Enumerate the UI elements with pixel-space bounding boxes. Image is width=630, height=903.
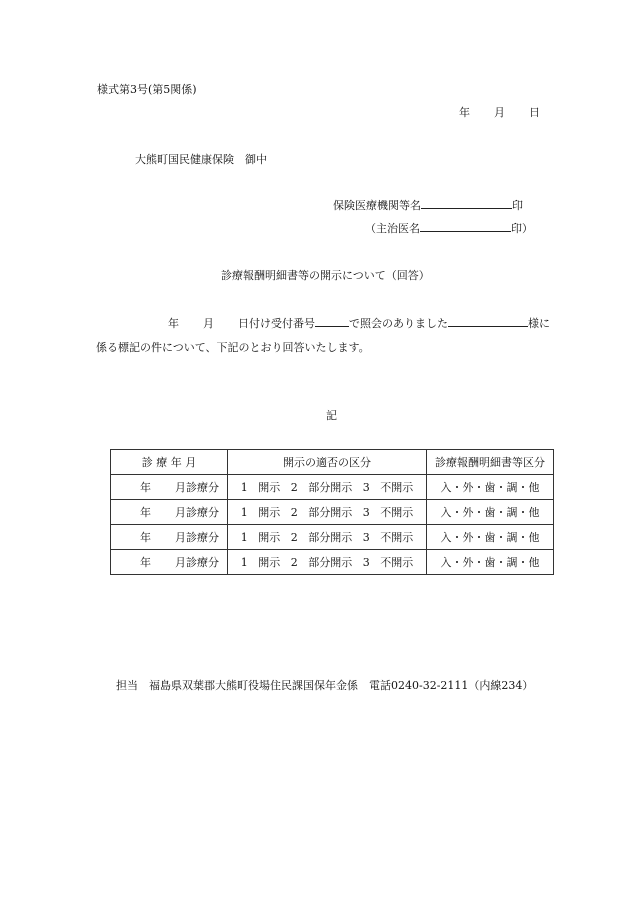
institution-seal: 印 bbox=[512, 199, 523, 212]
treatment-period-cell: 年 月診療分 bbox=[111, 500, 228, 525]
statement-category-cell: 入・外・歯・調・他 bbox=[427, 500, 554, 525]
disclosure-options-cell: 1 開示 2 部分開示 3 不開示 bbox=[228, 475, 427, 500]
body-inquiry: で照会のありました bbox=[349, 317, 448, 330]
treatment-period-cell: 年 月診療分 bbox=[111, 550, 228, 575]
statement-category-cell: 入・外・歯・調・他 bbox=[427, 550, 554, 575]
date-day: 日 bbox=[529, 106, 540, 119]
body-line-2: 係る標記の件について、下記のとおり回答いたします。 bbox=[96, 341, 370, 354]
header-disclosure-category: 開示の適否の区分 bbox=[228, 450, 427, 475]
body-received: 日付け受付番号 bbox=[238, 317, 315, 330]
disclosure-table bbox=[110, 449, 554, 575]
doctor-blank bbox=[420, 231, 511, 232]
doctor-line bbox=[365, 220, 533, 236]
table-row bbox=[111, 475, 554, 500]
statement-category-cell: 入・外・歯・調・他 bbox=[427, 475, 554, 500]
form-number: 様式第3号(第5関係) bbox=[97, 83, 197, 96]
header-treatment-period: 診 療 年 月 bbox=[111, 450, 228, 475]
treatment-period-cell: 年 月診療分 bbox=[111, 475, 228, 500]
institution-line bbox=[333, 197, 523, 213]
date-line bbox=[459, 104, 540, 120]
table-row bbox=[111, 500, 554, 525]
doctor-label: （主治医名 bbox=[365, 222, 420, 235]
body-year: 年 bbox=[168, 317, 179, 330]
institution-label: 保険医療機関等名 bbox=[333, 199, 421, 212]
institution-blank bbox=[421, 208, 512, 209]
contact-footer: 担当 福島県双葉郡大熊町役場住民課国保年金係 電話0240-32-2111（内線234） bbox=[116, 679, 534, 692]
statement-category-cell: 入・外・歯・調・他 bbox=[427, 525, 554, 550]
disclosure-options-cell: 1 開示 2 部分開示 3 不開示 bbox=[228, 525, 427, 550]
disclosure-options-cell: 1 開示 2 部分開示 3 不開示 bbox=[228, 500, 427, 525]
table-row bbox=[111, 525, 554, 550]
receipt-number-blank bbox=[315, 326, 349, 327]
document-title: 診療報酬明細書等の開示について（回答） bbox=[221, 269, 430, 282]
ki-heading: 記 bbox=[326, 409, 337, 422]
body-line-1 bbox=[168, 315, 550, 331]
body-month: 月 bbox=[203, 317, 214, 330]
date-year: 年 bbox=[459, 106, 470, 119]
table-header-row bbox=[111, 450, 554, 475]
table-row bbox=[111, 550, 554, 575]
addressee: 大熊町国民健康保険 御中 bbox=[135, 153, 267, 166]
date-month: 月 bbox=[494, 106, 505, 119]
patient-name-blank bbox=[448, 326, 528, 327]
treatment-period-cell: 年 月診療分 bbox=[111, 525, 228, 550]
body-honorific: 様に bbox=[528, 317, 550, 330]
disclosure-options-cell: 1 開示 2 部分開示 3 不開示 bbox=[228, 550, 427, 575]
header-statement-category: 診療報酬明細書等区分 bbox=[427, 450, 554, 475]
doctor-seal: 印） bbox=[511, 222, 533, 235]
